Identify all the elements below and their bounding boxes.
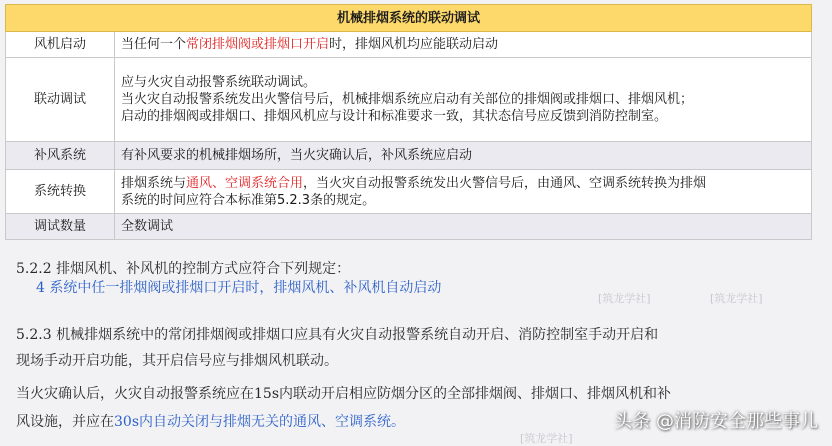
- row-label-fan-start: 风机启动: [6, 32, 115, 58]
- row-content-linkage: 应与火灾自动报警系统联动调试。 当火灾自动报警系统发出火警信号后，机械排烟系统应启动有关部位的排烟阀或排烟口、排烟风机； 启动的排烟阀或排烟口、排烟风机应与设计和标准要求一致，其状态信号应反馈到消防控制室。: [115, 58, 812, 142]
- table-title: 机械排烟系统的联动调试: [6, 5, 812, 32]
- watermark: [筑龙学社]: [520, 432, 573, 445]
- brand-signature: 头条 @消防安全那些事儿: [614, 411, 818, 432]
- clause-523-line2: 现场手动开启功能，其开启信号应与排烟风机联动。: [16, 353, 338, 369]
- row-label-quantity: 调试数量: [6, 214, 115, 240]
- row-label-switch: 系统转换: [6, 170, 115, 214]
- clause-523-line4: 风设施，并应在30s内自动关闭与排烟无关的通风、空调系统。: [16, 414, 405, 430]
- clause-523-line3: 当火灾确认后，火灾自动报警系统应在15s内联动开启相应防烟分区的全部排烟阀、排烟口、排烟风机和补: [16, 386, 671, 402]
- row-content-quantity: 全数调试: [115, 214, 812, 240]
- row-content-fan-start: 当任何一个常闭排烟阀或排烟口开启时，排烟风机均应能联动启动: [115, 32, 812, 58]
- clause-523-line1: 5.2.3 机械排烟系统中的常闭排烟阀或排烟口应具有火灾自动报警系统自动开启、消防控制室手动开启和: [16, 327, 659, 343]
- row-content-switch: 排烟系统与通风、空调系统合用，当火灾自动报警系统发出火警信号后，由通风、空调系统转换为排烟 系统的时间应符合本标准第5.2.3条的规定。: [115, 170, 812, 214]
- linkage-table: [5, 4, 812, 240]
- row-label-makeup-air: 补风系统: [6, 142, 115, 170]
- row-content-makeup-air: 有补风要求的机械排烟场所，当火灾确认后，补风系统应启动: [115, 142, 812, 170]
- clause-522-heading: 5.2.2 排烟风机、补风机的控制方式应符合下列规定：: [16, 261, 351, 277]
- row-label-linkage: 联动调试: [6, 58, 115, 142]
- watermark: [筑龙学社]: [710, 292, 763, 305]
- watermark: [筑龙学社]: [598, 292, 651, 305]
- clause-522-item-4: 4 系统中任一排烟阀或排烟口开启时，排烟风机、补风机自动启动: [36, 280, 442, 296]
